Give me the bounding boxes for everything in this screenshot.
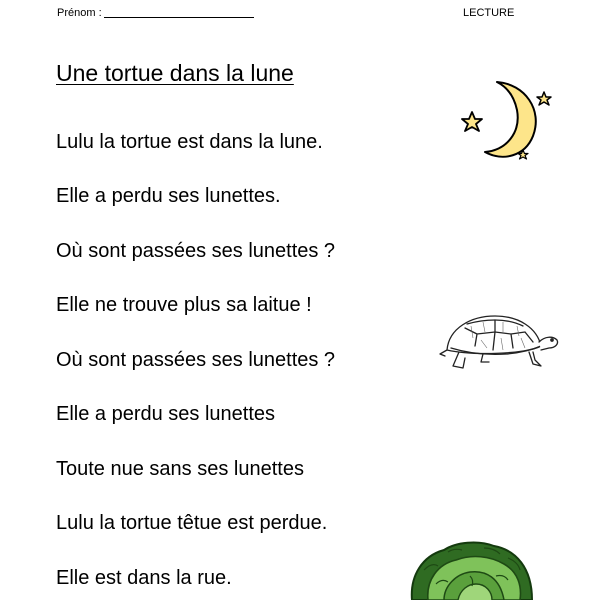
text-line-1: Lulu la tortue est dans la lune.: [56, 131, 323, 153]
lettuce-icon: [408, 540, 536, 600]
moon-stars-icon: [455, 78, 555, 166]
text-line-9: Elle est dans la rue.: [56, 567, 232, 589]
name-label: Prénom :: [57, 7, 102, 19]
text-line-7: Toute nue sans ses lunettes: [56, 458, 304, 480]
name-blank-line[interactable]: [104, 7, 254, 18]
text-line-3: Où sont passées ses lunettes ?: [56, 240, 336, 262]
text-line-4: Elle ne trouve plus sa laitue !: [56, 294, 312, 316]
text-line-5: Où sont passées ses lunettes ?: [56, 349, 336, 371]
subject-label: LECTURE: [463, 7, 515, 19]
text-line-8: Lulu la tortue têtue est perdue.: [56, 512, 328, 534]
text-line-6: Elle a perdu ses lunettes: [56, 403, 276, 425]
text-line-2: Elle a perdu ses lunettes.: [56, 185, 281, 207]
tortoise-icon: [437, 310, 561, 380]
name-field[interactable]: [57, 6, 254, 20]
page-title: Une tortue dans la lune: [56, 60, 294, 86]
